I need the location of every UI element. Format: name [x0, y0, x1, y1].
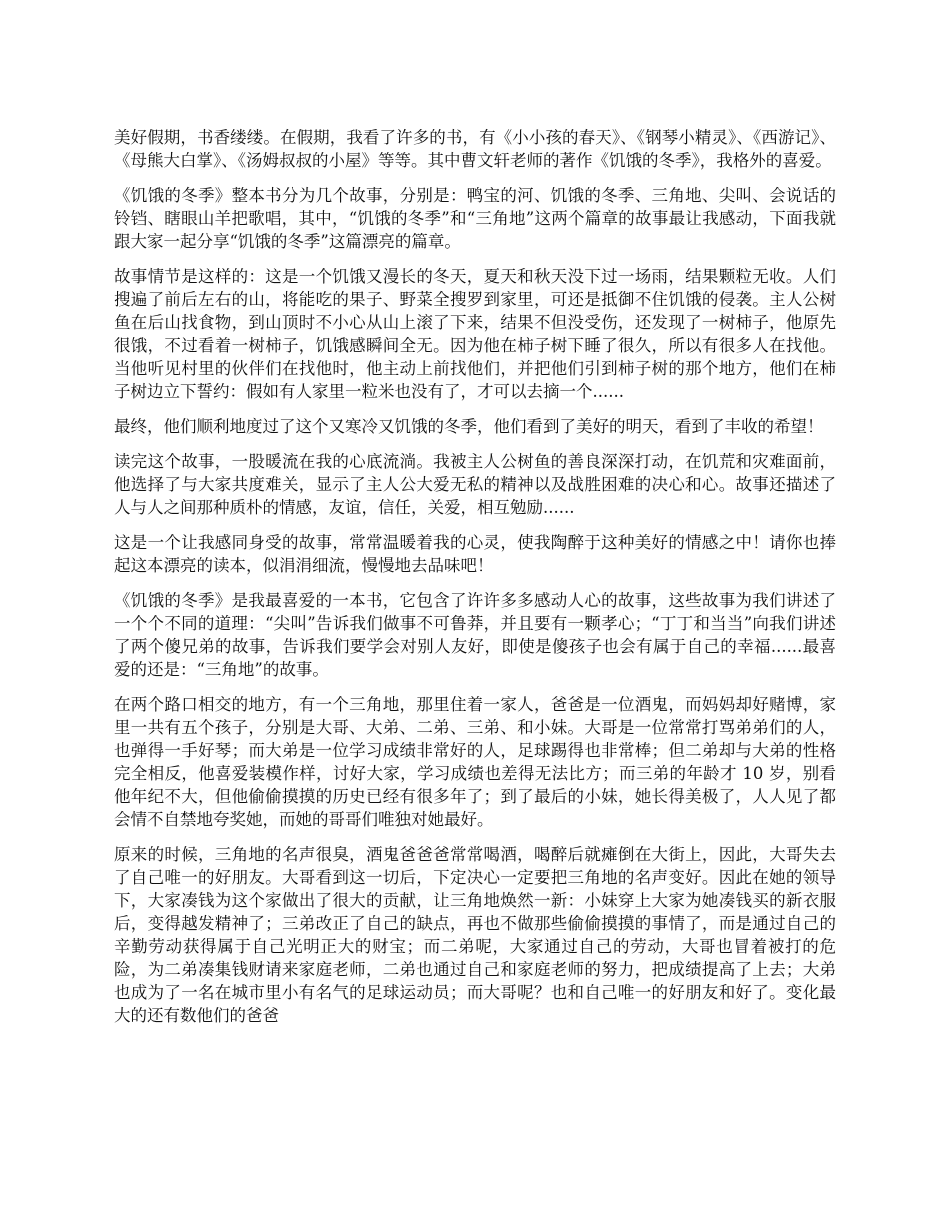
paragraph-3: 故事情节是这样的：这是一个饥饿又漫长的冬天，夏天和秋天没下过一场雨，结果颗粒无收。人们搜遍了前后左右的山，将能吃的果子、野菜全搜罗到家里，可还是抵御不住饥饿的侵袭。主人公树鱼在后山找食物，到山顶时不小心从山上滚了下来，结果不但没受伤，还发现了一树柿子，他原先很饿，不过看着一树柿子，饥饿感瞬间全无。因为他在柿子树下睡了很久，所以有很多人在找他。当他听见村里的伙伴们在找他时，他主动上前找他们，并把他们引到柿子树的那个地方，他们在柿子树边立下誓约：假如有人家里一粒米也没有了，才可以去摘一个......	[114, 267, 836, 401]
paragraph-7: 《饥饿的冬季》是我最喜爱的一本书，它包含了许许多多感动人心的故事，这些故事为我们讲述了一个个不同的道理：“尖叫”告诉我们做事不可鲁莽，并且要有一颗孝心；“丁丁和当当”向我们讲述了两个傻兄弟的故事，告诉我们要学会对别人友好，即使是傻孩子也会有属于自己的幸福......最喜爱的还是：“三角地”的故事。	[114, 591, 836, 679]
paragraph-9: 原来的时候，三角地的名声很臭，酒鬼爸爸爸常常喝酒，喝醉后就瘫倒在大街上，因此，大哥失去了自己唯一的好朋友。大哥看到这一切后，下定决心一定要把三角地的名声变好。因此在她的领导下，大家凑钱为这个家做出了很大的贡献，让三角地焕然一新：小妹穿上大家为她凑钱买的新衣服后，变得越发精神了；三弟改正了自己的缺点，再也不做那些偷偷摸摸的事情了，而是通过自己的辛勤劳动获得属于自己光明正大的财宝；而二弟呢，大家通过自己的劳动，大哥也冒着被打的危险，为二弟凑集钱财请来家庭老师，二弟也通过自己和家庭老师的努力，把成绩提高了上去；大弟也成为了一名在城市里小有名气的足球运动员；而大哥呢？也和自己唯一的好朋友和好了。变化最大的还有数他们的爸爸	[114, 845, 836, 1025]
document-body	[114, 126, 836, 1039]
paragraph-6: 这是一个让我感同身受的故事，常常温暖着我的心灵，使我陶醉于这种美好的情感之中！请你也捧起这本漂亮的读本，似涓涓细流，慢慢地去品味吧！	[114, 533, 836, 575]
paragraph-2: 《饥饿的冬季》整本书分为几个故事，分别是：鸭宝的河、饥饿的冬季、三角地、尖叫、会说话的铃铛、瞎眼山羊把歌唱，其中，“饥饿的冬季”和“三角地”这两个篇章的故事最让我感动，下面我就跟大家一起分享“饥饿的冬季”这篇漂亮的篇章。	[114, 186, 836, 251]
paragraph-4: 最终，他们顺利地度过了这个又寒冷又饥饿的冬季，他们看到了美好的明天，看到了丰收的希望！	[114, 417, 824, 436]
paragraph-1: 美好假期，书香缕缕。在假期，我看了许多的书，有《小小孩的春天》、《钢琴小精灵》、《西游记》、《母熊大白掌》、《汤姆叔叔的小屋》等等。其中曹文轩老师的著作《饥饿的冬季》，我格外的喜爱。	[114, 128, 836, 170]
paragraph-5: 读完这个故事，一股暖流在我的心底流淌。我被主人公树鱼的善良深深打动，在饥荒和灾难面前，他选择了与大家共度难关，显示了主人公大爱无私的精神以及战胜困难的决心和心。故事还描述了人与人之间那种质朴的情感，友谊，信任，关爱，相互勉励......	[114, 452, 836, 517]
paragraph-8: 在两个路口相交的地方，有一个三角地，那里住着一家人，爸爸是一位酒鬼，而妈妈却好赌博，家里一共有五个孩子，分别是大哥、大弟、二弟、三弟、和小妹。大哥是一位常常打骂弟弟们的人，也弹得一手好琴；而大弟是一位学习成绩非常好的人，足球踢得也非常棒；但二弟却与大弟的性格完全相反，他喜爱装模作样，讨好大家，学习成绩也差得无法比方；而三弟的年龄才 10 岁，别看他年纪不大，但他偷偷摸摸的历史已经有很多年了；到了最后的小妹，她长得美极了，人人见了都会情不自禁地夸奖她，而她的哥哥们唯独对她最好。	[114, 695, 836, 829]
